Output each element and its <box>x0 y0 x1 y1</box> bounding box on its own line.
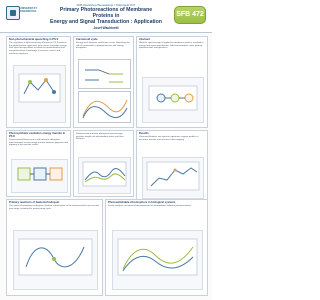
sfb-badge-text: SFB 472 <box>176 11 204 18</box>
scheme-diagram <box>145 80 201 116</box>
section-energy-transfer <box>6 130 71 197</box>
section-text: The regulation of light-harvesting efficiency in PS II protects the photosynthetic apparatus from excess excitation energy. Fast spectroscopy allows to follow the photochemical and non-photochemical pathways in reaction centers and antenna complexes. <box>9 42 68 55</box>
section-text: Femtosecond transient absorption spectroscopy provides insight into intermediate states and their lifetimes. <box>76 133 124 141</box>
section-transient-absorption <box>73 130 134 197</box>
figure-pigment-structure <box>13 65 66 123</box>
section-text: Energy level diagrams and kinetic traces illustrating the role of carotenoids in photoprotection and energy dissipation. <box>76 42 130 50</box>
section-carotenoid-cycle <box>73 36 134 128</box>
section-title: Primary reactions of bacteriorhodopsin <box>9 201 60 204</box>
kinetic-traces <box>79 92 130 122</box>
section-text: Kinetic analysis and spectral decomposition of intermediates following photoexcitation. <box>108 205 192 207</box>
section-text: Observed lifetimes and spectral signatures support models of excitation transfer and reaction center trapping. <box>139 136 199 141</box>
figure-results <box>142 157 204 199</box>
kinetic-trace-box <box>78 91 131 123</box>
section-title: Abstract <box>139 38 150 41</box>
poster-subtitle: SFB Workshop Beusekamp / Teilprojekt P27 <box>76 3 136 7</box>
poster-title-block <box>50 3 162 29</box>
poster-header <box>0 0 212 33</box>
figure-spectra <box>78 157 131 194</box>
crest-icon <box>6 6 20 20</box>
university-name: UNIVERSITÄT OSNABRÜCK <box>20 7 38 13</box>
section-photoswitchable-chromophore <box>105 199 208 296</box>
section-results <box>136 130 208 202</box>
results-chart <box>145 160 201 192</box>
kinetics-plot <box>115 233 200 281</box>
section-title: Non-photochemical quenching in PS II <box>9 38 59 41</box>
poster-author: Josef Wachtveitl <box>93 26 119 30</box>
figure-kinetics <box>112 230 203 290</box>
university-logo <box>6 6 46 24</box>
figure-retinal-diagram <box>13 230 98 290</box>
section-title: Photoswitchable chromophore in biological systems <box>108 201 176 204</box>
section-nonphotochemical-quenching <box>6 36 71 128</box>
section-abstract <box>136 36 208 128</box>
figure-transfer-diagram <box>11 159 68 193</box>
retinal-diagram <box>16 233 95 281</box>
section-text: Time-resolved fluorescence and transient absorption measurements reveal energy transfer between pigments and trapping in the reaction center. <box>9 139 68 147</box>
transfer-schematic <box>14 162 65 188</box>
section-title: Photosynthetic excitation energy transfer in PS II <box>9 132 66 138</box>
spectra-plot <box>81 160 128 188</box>
section-text: Ultrafast spectroscopy is applied to membrane proteins involved in energy and signal transduction. Selected examples show primary photoreactions and dynamics. <box>139 42 204 50</box>
section-bacteriorhodopsin <box>6 199 103 296</box>
structure-diagram <box>16 68 63 114</box>
poster-title-line-2: Energy and Signal Transduction : Application <box>50 19 162 25</box>
section-text: The retinal chromophore undergoes ultrafast isomerization in the femtosecond to picosecond time range, initiating the proton pump cycle. <box>9 205 99 210</box>
section-title: Carotenoid cycle <box>76 38 98 41</box>
sfb-badge <box>174 6 206 24</box>
poster-title-line-1: Primary Photoreactions of Membrane Proteins in <box>59 7 153 19</box>
energy-levels <box>79 60 130 88</box>
energy-level-box <box>78 59 131 89</box>
section-title: Results <box>139 132 149 135</box>
figure-scheme <box>142 77 204 123</box>
